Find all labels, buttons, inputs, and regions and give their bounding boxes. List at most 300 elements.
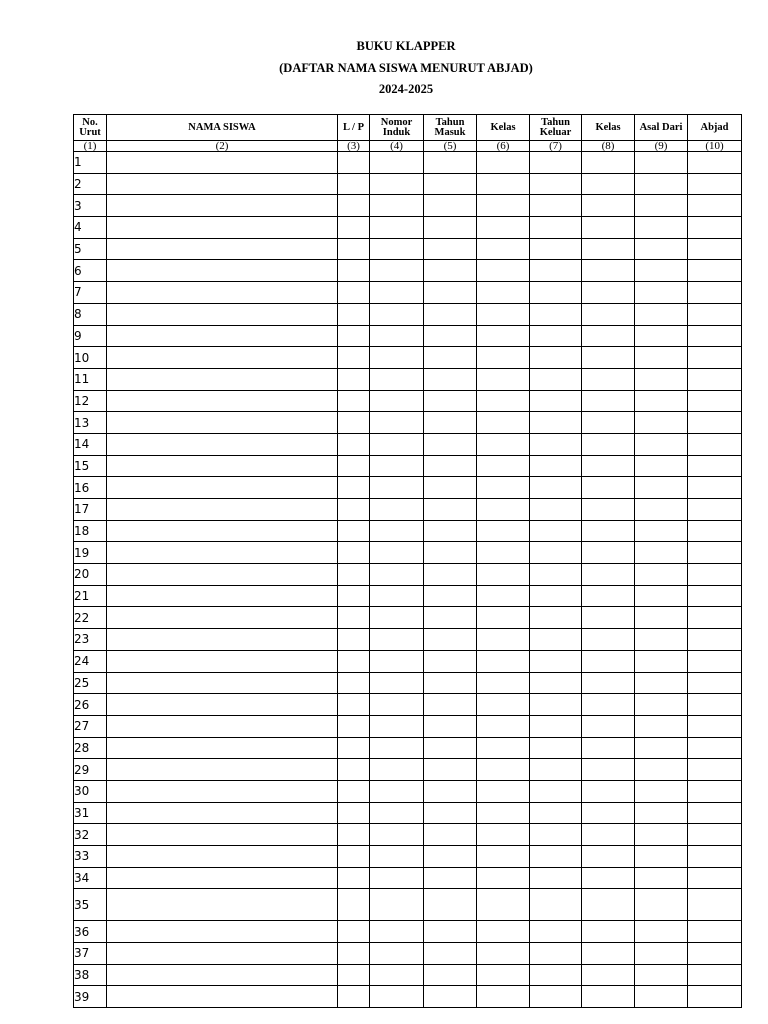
empty-cell bbox=[530, 694, 582, 716]
empty-cell bbox=[635, 542, 688, 564]
empty-cell bbox=[582, 607, 635, 629]
empty-cell bbox=[338, 433, 370, 455]
empty-cell bbox=[530, 499, 582, 521]
table-row bbox=[74, 846, 742, 868]
empty-cell bbox=[635, 629, 688, 651]
row-number: 27 bbox=[74, 715, 107, 737]
school-year: 2024-2025 bbox=[378, 82, 434, 96]
empty-cell bbox=[338, 412, 370, 434]
empty-cell bbox=[370, 846, 424, 868]
empty-cell bbox=[635, 195, 688, 217]
empty-cell bbox=[477, 964, 530, 986]
empty-cell bbox=[688, 585, 742, 607]
table-row bbox=[74, 347, 742, 369]
empty-cell bbox=[530, 325, 582, 347]
table-row bbox=[74, 867, 742, 889]
empty-cell bbox=[582, 390, 635, 412]
empty-cell bbox=[424, 282, 477, 304]
column-header-abjad bbox=[688, 115, 742, 141]
empty-cell bbox=[530, 585, 582, 607]
table-row bbox=[74, 780, 742, 802]
empty-cell bbox=[370, 943, 424, 965]
row-number: 22 bbox=[74, 607, 107, 629]
empty-cell bbox=[530, 824, 582, 846]
row-number: 32 bbox=[74, 824, 107, 846]
empty-cell bbox=[477, 629, 530, 651]
table-row bbox=[74, 152, 742, 174]
empty-cell bbox=[338, 607, 370, 629]
empty-cell bbox=[107, 943, 338, 965]
table-row bbox=[74, 520, 742, 542]
empty-cell bbox=[424, 325, 477, 347]
empty-cell bbox=[338, 889, 370, 921]
empty-cell bbox=[424, 433, 477, 455]
empty-cell bbox=[338, 846, 370, 868]
empty-cell bbox=[338, 260, 370, 282]
column-header-line1: L / P bbox=[342, 121, 364, 133]
empty-cell bbox=[370, 694, 424, 716]
empty-cell bbox=[107, 694, 338, 716]
empty-cell bbox=[688, 737, 742, 759]
table-row bbox=[74, 195, 742, 217]
empty-cell bbox=[107, 412, 338, 434]
empty-cell bbox=[107, 347, 338, 369]
column-header-line2: Urut bbox=[79, 126, 101, 138]
empty-cell bbox=[530, 564, 582, 586]
empty-cell bbox=[688, 846, 742, 868]
table-row bbox=[74, 455, 742, 477]
row-number: 3 bbox=[74, 195, 107, 217]
row-number: 13 bbox=[74, 412, 107, 434]
table-row bbox=[74, 260, 742, 282]
empty-cell bbox=[582, 217, 635, 239]
row-number: 37 bbox=[74, 943, 107, 965]
empty-cell bbox=[477, 282, 530, 304]
empty-cell bbox=[688, 433, 742, 455]
empty-cell bbox=[107, 824, 338, 846]
empty-cell bbox=[107, 564, 338, 586]
row-number: 34 bbox=[74, 867, 107, 889]
table-row bbox=[74, 368, 742, 390]
empty-cell bbox=[107, 477, 338, 499]
empty-cell bbox=[477, 368, 530, 390]
empty-cell bbox=[530, 802, 582, 824]
empty-cell bbox=[688, 715, 742, 737]
empty-cell bbox=[424, 238, 477, 260]
column-number-row bbox=[74, 141, 742, 152]
column-header-line2: Masuk bbox=[434, 126, 466, 138]
empty-cell bbox=[107, 173, 338, 195]
empty-cell bbox=[530, 260, 582, 282]
table-row bbox=[74, 607, 742, 629]
table-row bbox=[74, 694, 742, 716]
empty-cell bbox=[582, 542, 635, 564]
row-number: 23 bbox=[74, 629, 107, 651]
empty-cell bbox=[370, 477, 424, 499]
row-number: 33 bbox=[74, 846, 107, 868]
empty-cell bbox=[477, 217, 530, 239]
empty-cell bbox=[688, 390, 742, 412]
column-number: (2) bbox=[107, 141, 338, 152]
empty-cell bbox=[338, 325, 370, 347]
empty-cell bbox=[688, 780, 742, 802]
empty-cell bbox=[530, 347, 582, 369]
empty-cell bbox=[688, 173, 742, 195]
empty-cell bbox=[477, 564, 530, 586]
row-number: 15 bbox=[74, 455, 107, 477]
empty-cell bbox=[370, 802, 424, 824]
empty-cell bbox=[338, 303, 370, 325]
empty-cell bbox=[424, 607, 477, 629]
empty-cell bbox=[477, 824, 530, 846]
empty-cell bbox=[688, 867, 742, 889]
empty-cell bbox=[530, 520, 582, 542]
empty-cell bbox=[530, 672, 582, 694]
empty-cell bbox=[582, 368, 635, 390]
row-number: 26 bbox=[74, 694, 107, 716]
empty-cell bbox=[477, 347, 530, 369]
empty-cell bbox=[582, 260, 635, 282]
empty-cell bbox=[582, 173, 635, 195]
empty-cell bbox=[370, 564, 424, 586]
empty-cell bbox=[477, 152, 530, 174]
empty-cell bbox=[424, 759, 477, 781]
empty-cell bbox=[582, 824, 635, 846]
empty-cell bbox=[688, 368, 742, 390]
empty-cell bbox=[370, 325, 424, 347]
empty-cell bbox=[635, 499, 688, 521]
empty-cell bbox=[688, 629, 742, 651]
empty-cell bbox=[688, 499, 742, 521]
empty-cell bbox=[107, 282, 338, 304]
empty-cell bbox=[424, 368, 477, 390]
empty-cell bbox=[477, 694, 530, 716]
empty-cell bbox=[688, 943, 742, 965]
empty-cell bbox=[370, 986, 424, 1008]
empty-cell bbox=[635, 238, 688, 260]
empty-cell bbox=[107, 433, 338, 455]
table-row bbox=[74, 282, 742, 304]
empty-cell bbox=[107, 759, 338, 781]
empty-cell bbox=[370, 217, 424, 239]
empty-cell bbox=[107, 964, 338, 986]
empty-cell bbox=[582, 802, 635, 824]
column-number: (10) bbox=[688, 141, 742, 152]
column-header-line1: Tahun bbox=[435, 116, 465, 128]
empty-cell bbox=[424, 564, 477, 586]
empty-cell bbox=[370, 368, 424, 390]
empty-cell bbox=[424, 650, 477, 672]
empty-cell bbox=[338, 780, 370, 802]
empty-cell bbox=[370, 238, 424, 260]
empty-cell bbox=[477, 433, 530, 455]
table-row bbox=[74, 325, 742, 347]
empty-cell bbox=[424, 921, 477, 943]
empty-cell bbox=[530, 943, 582, 965]
empty-cell bbox=[424, 629, 477, 651]
empty-cell bbox=[635, 715, 688, 737]
table-row bbox=[74, 964, 742, 986]
empty-cell bbox=[477, 672, 530, 694]
empty-cell bbox=[370, 152, 424, 174]
empty-cell bbox=[635, 173, 688, 195]
empty-cell bbox=[107, 629, 338, 651]
empty-cell bbox=[635, 867, 688, 889]
empty-cell bbox=[530, 433, 582, 455]
empty-cell bbox=[424, 585, 477, 607]
empty-cell bbox=[370, 173, 424, 195]
empty-cell bbox=[688, 260, 742, 282]
document-title: BUKU KLAPPER bbox=[356, 39, 456, 53]
column-header-l-p bbox=[338, 115, 370, 141]
row-number: 14 bbox=[74, 433, 107, 455]
empty-cell bbox=[582, 964, 635, 986]
table-row bbox=[74, 477, 742, 499]
empty-cell bbox=[530, 412, 582, 434]
empty-cell bbox=[530, 650, 582, 672]
empty-cell bbox=[582, 650, 635, 672]
empty-cell bbox=[582, 715, 635, 737]
column-header-line1: NAMA SISWA bbox=[188, 121, 256, 133]
empty-cell bbox=[688, 564, 742, 586]
empty-cell bbox=[688, 455, 742, 477]
empty-cell bbox=[477, 780, 530, 802]
empty-cell bbox=[370, 824, 424, 846]
empty-cell bbox=[107, 986, 338, 1008]
table-row bbox=[74, 585, 742, 607]
empty-cell bbox=[582, 433, 635, 455]
empty-cell bbox=[338, 737, 370, 759]
empty-cell bbox=[477, 260, 530, 282]
empty-cell bbox=[477, 943, 530, 965]
column-number: (5) bbox=[424, 141, 477, 152]
empty-cell bbox=[635, 564, 688, 586]
empty-cell bbox=[635, 964, 688, 986]
column-header-asal-dari bbox=[635, 115, 688, 141]
empty-cell bbox=[530, 986, 582, 1008]
empty-cell bbox=[635, 694, 688, 716]
table-row bbox=[74, 499, 742, 521]
empty-cell bbox=[424, 694, 477, 716]
table-row bbox=[74, 802, 742, 824]
column-number: (6) bbox=[477, 141, 530, 152]
empty-cell bbox=[424, 802, 477, 824]
empty-cell bbox=[477, 846, 530, 868]
empty-cell bbox=[107, 542, 338, 564]
empty-cell bbox=[582, 629, 635, 651]
empty-cell bbox=[635, 282, 688, 304]
column-number: (8) bbox=[582, 141, 635, 152]
empty-cell bbox=[424, 867, 477, 889]
empty-cell bbox=[635, 260, 688, 282]
empty-cell bbox=[107, 607, 338, 629]
empty-cell bbox=[338, 173, 370, 195]
empty-cell bbox=[338, 282, 370, 304]
empty-cell bbox=[370, 715, 424, 737]
empty-cell bbox=[530, 737, 582, 759]
empty-cell bbox=[424, 715, 477, 737]
empty-cell bbox=[688, 824, 742, 846]
empty-cell bbox=[635, 325, 688, 347]
empty-cell bbox=[107, 715, 338, 737]
empty-cell bbox=[582, 986, 635, 1008]
table-row bbox=[74, 303, 742, 325]
empty-cell bbox=[530, 282, 582, 304]
empty-cell bbox=[370, 260, 424, 282]
empty-cell bbox=[107, 650, 338, 672]
empty-cell bbox=[424, 672, 477, 694]
empty-cell bbox=[424, 477, 477, 499]
empty-cell bbox=[370, 195, 424, 217]
empty-cell bbox=[370, 672, 424, 694]
empty-cell bbox=[338, 455, 370, 477]
empty-cell bbox=[582, 152, 635, 174]
empty-cell bbox=[582, 737, 635, 759]
empty-cell bbox=[477, 477, 530, 499]
column-header-no-urut bbox=[74, 115, 107, 141]
row-number: 39 bbox=[74, 986, 107, 1008]
empty-cell bbox=[530, 629, 582, 651]
row-number: 16 bbox=[74, 477, 107, 499]
empty-cell bbox=[688, 195, 742, 217]
empty-cell bbox=[338, 650, 370, 672]
empty-cell bbox=[424, 780, 477, 802]
table-row bbox=[74, 433, 742, 455]
empty-cell bbox=[370, 455, 424, 477]
empty-cell bbox=[338, 564, 370, 586]
header-row bbox=[74, 115, 742, 141]
empty-cell bbox=[635, 607, 688, 629]
empty-cell bbox=[688, 607, 742, 629]
empty-cell bbox=[424, 412, 477, 434]
table-row bbox=[74, 672, 742, 694]
empty-cell bbox=[477, 921, 530, 943]
empty-cell bbox=[635, 889, 688, 921]
empty-cell bbox=[370, 303, 424, 325]
table-row bbox=[74, 412, 742, 434]
empty-cell bbox=[338, 390, 370, 412]
empty-cell bbox=[370, 282, 424, 304]
row-number: 10 bbox=[74, 347, 107, 369]
empty-cell bbox=[582, 195, 635, 217]
empty-cell bbox=[635, 217, 688, 239]
empty-cell bbox=[582, 867, 635, 889]
table-row bbox=[74, 542, 742, 564]
empty-cell bbox=[635, 433, 688, 455]
empty-cell bbox=[635, 303, 688, 325]
empty-cell bbox=[107, 238, 338, 260]
empty-cell bbox=[582, 889, 635, 921]
empty-cell bbox=[688, 964, 742, 986]
empty-cell bbox=[530, 780, 582, 802]
empty-cell bbox=[338, 542, 370, 564]
empty-cell bbox=[477, 889, 530, 921]
empty-cell bbox=[582, 759, 635, 781]
empty-cell bbox=[635, 943, 688, 965]
column-header-line1: Kelas bbox=[490, 121, 516, 133]
row-number: 2 bbox=[74, 173, 107, 195]
empty-cell bbox=[370, 964, 424, 986]
empty-cell bbox=[338, 867, 370, 889]
empty-cell bbox=[530, 607, 582, 629]
empty-cell bbox=[530, 846, 582, 868]
empty-cell bbox=[424, 390, 477, 412]
empty-cell bbox=[582, 477, 635, 499]
empty-cell bbox=[424, 846, 477, 868]
empty-cell bbox=[477, 325, 530, 347]
row-number: 31 bbox=[74, 802, 107, 824]
empty-cell bbox=[424, 347, 477, 369]
empty-cell bbox=[338, 964, 370, 986]
empty-cell bbox=[530, 390, 582, 412]
empty-cell bbox=[477, 585, 530, 607]
empty-cell bbox=[688, 152, 742, 174]
empty-cell bbox=[582, 303, 635, 325]
empty-cell bbox=[688, 694, 742, 716]
empty-cell bbox=[338, 759, 370, 781]
empty-cell bbox=[635, 520, 688, 542]
row-number: 11 bbox=[74, 368, 107, 390]
empty-cell bbox=[477, 650, 530, 672]
empty-cell bbox=[338, 824, 370, 846]
empty-cell bbox=[477, 607, 530, 629]
empty-cell bbox=[477, 759, 530, 781]
empty-cell bbox=[107, 520, 338, 542]
row-number: 18 bbox=[74, 520, 107, 542]
empty-cell bbox=[107, 455, 338, 477]
empty-cell bbox=[477, 520, 530, 542]
empty-cell bbox=[688, 217, 742, 239]
empty-cell bbox=[635, 477, 688, 499]
empty-cell bbox=[370, 520, 424, 542]
column-header-kelas bbox=[582, 115, 635, 141]
empty-cell bbox=[338, 802, 370, 824]
empty-cell bbox=[107, 585, 338, 607]
empty-cell bbox=[370, 921, 424, 943]
empty-cell bbox=[424, 455, 477, 477]
column-header-line1: Tahun bbox=[541, 116, 570, 128]
empty-cell bbox=[688, 347, 742, 369]
row-number: 7 bbox=[74, 282, 107, 304]
row-number: 30 bbox=[74, 780, 107, 802]
empty-cell bbox=[635, 368, 688, 390]
klapper-table bbox=[73, 114, 742, 1008]
table-row bbox=[74, 889, 742, 921]
empty-cell bbox=[530, 921, 582, 943]
column-header-line1: No. bbox=[82, 116, 98, 128]
empty-cell bbox=[107, 303, 338, 325]
empty-cell bbox=[530, 217, 582, 239]
table-row bbox=[74, 564, 742, 586]
empty-cell bbox=[635, 412, 688, 434]
empty-cell bbox=[477, 390, 530, 412]
empty-cell bbox=[530, 152, 582, 174]
empty-cell bbox=[530, 759, 582, 781]
empty-cell bbox=[477, 173, 530, 195]
empty-cell bbox=[424, 889, 477, 921]
row-number: 38 bbox=[74, 964, 107, 986]
empty-cell bbox=[530, 455, 582, 477]
table-row bbox=[74, 824, 742, 846]
empty-cell bbox=[530, 368, 582, 390]
empty-cell bbox=[424, 217, 477, 239]
empty-cell bbox=[477, 195, 530, 217]
empty-cell bbox=[107, 368, 338, 390]
table-row bbox=[74, 217, 742, 239]
column-header-nama-siswa bbox=[107, 115, 338, 141]
empty-cell bbox=[107, 921, 338, 943]
row-number: 1 bbox=[74, 152, 107, 174]
